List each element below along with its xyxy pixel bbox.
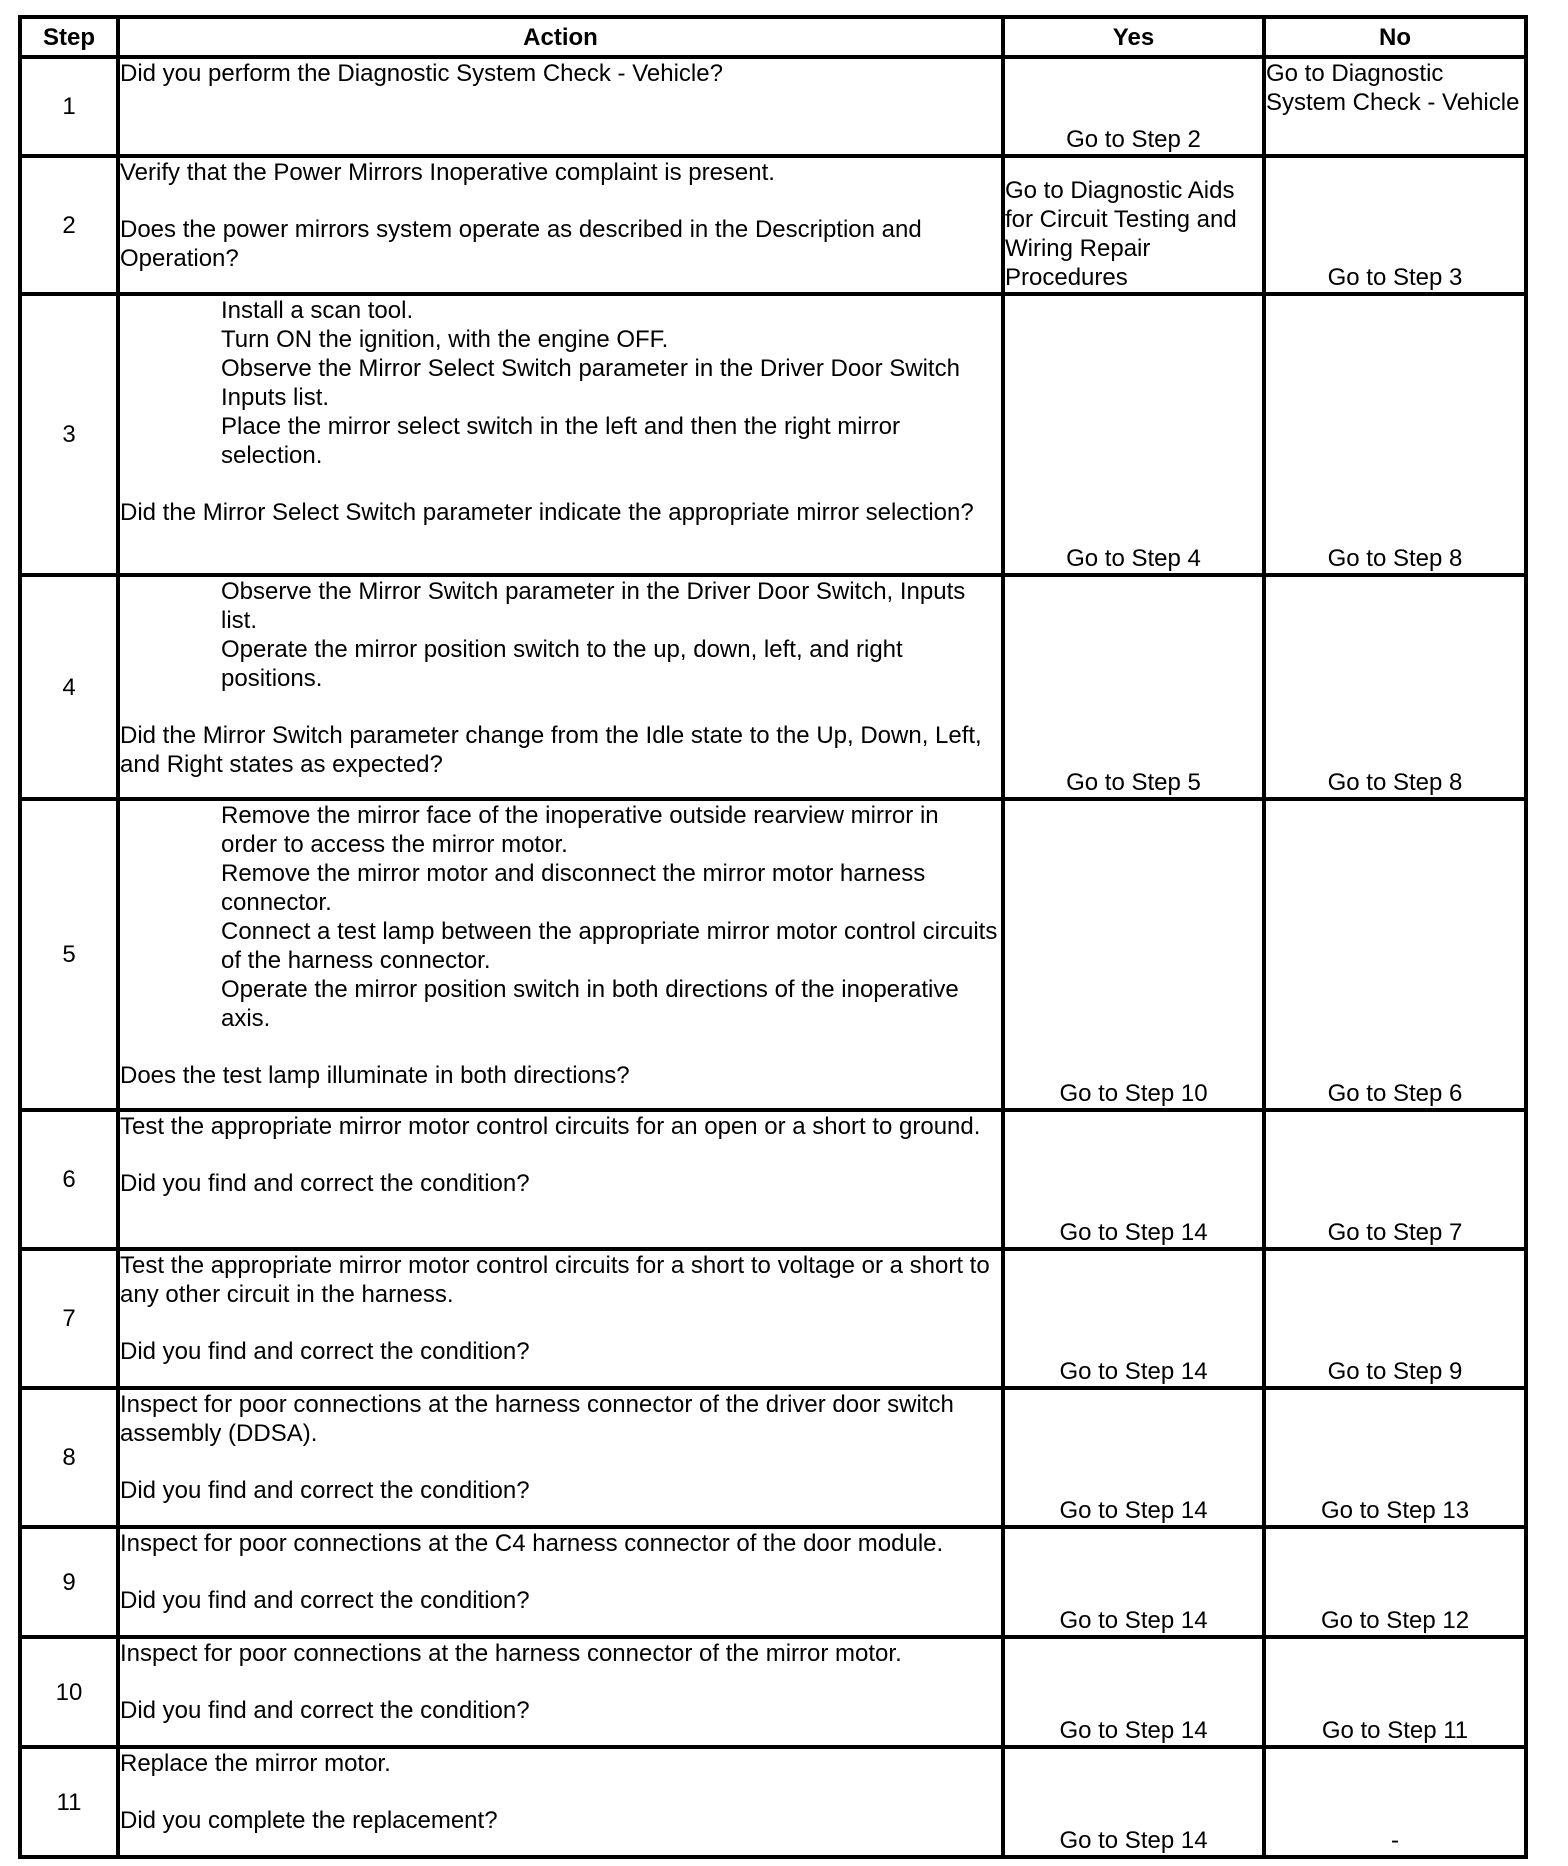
action-cell [118,1388,1003,1527]
action-cell [118,1637,1003,1747]
question-text: Does the test lamp illuminate in both directions? [120,1062,630,1089]
yes-result: Go to Step 2 [1003,57,1264,156]
question-text: Did you complete the replacement? [120,1807,498,1834]
intro-text: Inspect for poor connections at the harness connector of the mirror motor. [120,1640,902,1667]
instruction-item: Remove the mirror face of the inoperative outside rearview mirror in order to access the mirror motor. [221,802,939,858]
no-result: Go to Step 9 [1264,1249,1526,1388]
table-row [20,294,1526,575]
yes-result: Go to Step 14 [1003,1527,1264,1637]
step-number: 10 [20,1637,118,1747]
yes-result: Go to Step 4 [1003,294,1264,575]
step-number: 1 [20,57,118,156]
instruction-item: Observe the Mirror Select Switch parameter in the Driver Door Switch Inputs list. [221,355,960,411]
question-text: Did the Mirror Select Switch parameter indicate the appropriate mirror selection? [120,499,974,526]
header-row [20,17,1526,57]
table-row [20,1527,1526,1637]
question-text: Did you find and correct the condition? [120,1477,530,1504]
table-row [20,1747,1526,1857]
intro-text: Inspect for poor connections at the C4 harness connector of the door module. [120,1530,944,1557]
no-result: Go to Step 6 [1264,799,1526,1110]
instruction-item: Place the mirror select switch in the left and then the right mirror selection. [221,413,900,469]
yes-result: Go to Step 14 [1003,1110,1264,1249]
step-number: 11 [20,1747,118,1857]
action-cell [118,294,1003,575]
table-row [20,1110,1526,1249]
yes-result: Go to Step 14 [1003,1747,1264,1857]
intro-text: Inspect for poor connections at the harness connector of the driver door switch assembly (DDSA). [120,1391,954,1447]
instruction-list [120,801,1001,1033]
header-no: No [1264,17,1526,57]
instruction-item: Operate the mirror position switch in both directions of the inoperative axis. [221,976,959,1032]
action-cell [118,1110,1003,1249]
no-result: Go to Step 13 [1264,1388,1526,1527]
no-result: Go to Diagnostic System Check - Vehicle [1264,57,1526,156]
table-row [20,799,1526,1110]
intro-text: Verify that the Power Mirrors Inoperative complaint is present. [120,159,775,186]
instruction-item: Remove the mirror motor and disconnect the mirror motor harness connector. [221,860,926,916]
question-text: Did you find and correct the condition? [120,1170,530,1197]
yes-result: Go to Step 14 [1003,1388,1264,1527]
no-result: Go to Step 3 [1264,156,1526,294]
instruction-item: Install a scan tool. [221,297,414,324]
table-row [20,1249,1526,1388]
no-result: Go to Step 8 [1264,575,1526,799]
intro-text: Test the appropriate mirror motor control circuits for a short to voltage or a short to any other circuit in the harness. [120,1252,990,1308]
yes-result: Go to Step 14 [1003,1249,1264,1388]
question-text: Did you find and correct the condition? [120,1338,530,1365]
no-result: Go to Step 11 [1264,1637,1526,1747]
step-number: 6 [20,1110,118,1249]
table-row [20,156,1526,294]
action-cell [118,1747,1003,1857]
action-cell [118,1249,1003,1388]
question-text: Does the power mirrors system operate as described in the Description and Operation? [120,216,922,272]
question-text: Did you perform the Diagnostic System Check - Vehicle? [120,60,723,87]
diagnostic-table [18,15,1528,1859]
yes-result: Go to Step 14 [1003,1637,1264,1747]
action-cell [118,1527,1003,1637]
action-cell [118,156,1003,294]
step-number: 7 [20,1249,118,1388]
instruction-item: Turn ON the ignition, with the engine OFF. [221,326,669,353]
instruction-list [120,296,1001,470]
no-result: Go to Step 7 [1264,1110,1526,1249]
no-result: - [1264,1747,1526,1857]
step-number: 2 [20,156,118,294]
step-number: 5 [20,799,118,1110]
question-text: Did the Mirror Switch parameter change from the Idle state to the Up, Down, Left, and Right states as expected? [120,722,982,778]
table-row [20,57,1526,156]
action-cell [118,575,1003,799]
header-yes: Yes [1003,17,1264,57]
instruction-list [120,577,1001,693]
table-row [20,1388,1526,1527]
no-result: Go to Step 8 [1264,294,1526,575]
header-action: Action [118,17,1003,57]
yes-result: Go to Diagnostic Aids for Circuit Testing and Wiring Repair Procedures [1003,156,1264,294]
step-number: 8 [20,1388,118,1527]
step-number: 3 [20,294,118,575]
table-row [20,575,1526,799]
no-result: Go to Step 12 [1264,1527,1526,1637]
action-cell [118,799,1003,1110]
instruction-item: Connect a test lamp between the appropriate mirror motor control circuits of the harness connector. [221,918,998,974]
step-number: 4 [20,575,118,799]
step-number: 9 [20,1527,118,1637]
yes-result: Go to Step 5 [1003,575,1264,799]
intro-text: Test the appropriate mirror motor control circuits for an open or a short to ground. [120,1113,981,1140]
instruction-item: Operate the mirror position switch to the up, down, left, and right positions. [221,636,903,692]
question-text: Did you find and correct the condition? [120,1587,530,1614]
header-step: Step [20,17,118,57]
instruction-item: Observe the Mirror Switch parameter in the Driver Door Switch, Inputs list. [221,578,966,634]
action-cell [118,57,1003,156]
intro-text: Replace the mirror motor. [120,1750,391,1777]
yes-result: Go to Step 10 [1003,799,1264,1110]
question-text: Did you find and correct the condition? [120,1697,530,1724]
table-row [20,1637,1526,1747]
